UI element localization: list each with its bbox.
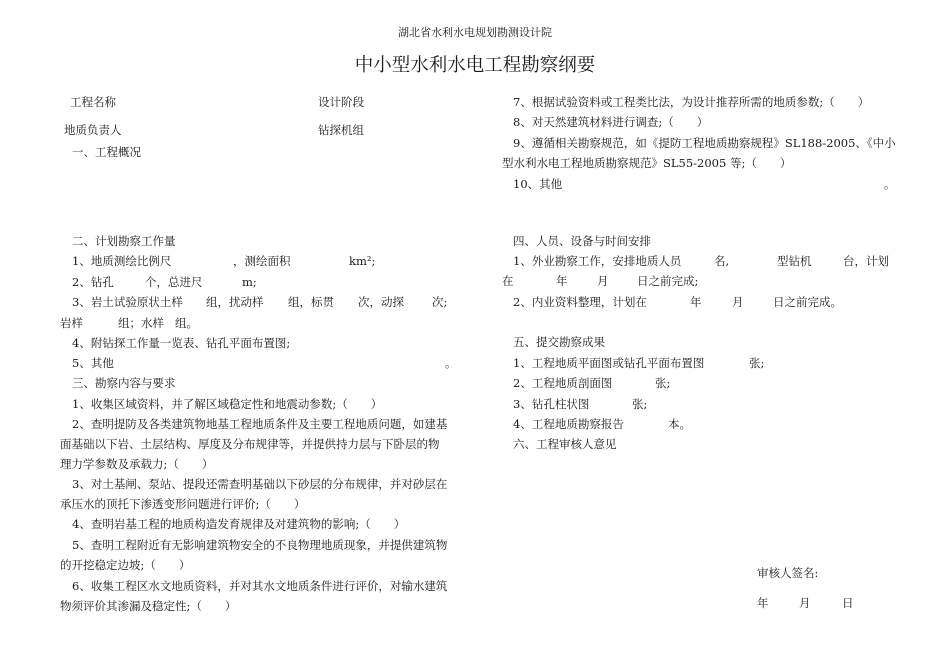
geo-lead-label: 地质负责人 bbox=[64, 123, 122, 137]
s2-line3-f: 岩样 bbox=[60, 316, 83, 330]
s3-item9-line2: 型水利水电工程地质勘察规范》SL55-2005 等;（ ） bbox=[502, 156, 792, 170]
project-name-label: 工程名称 bbox=[70, 95, 116, 109]
s3-item4: 4、查明岩基工程的地质构造发育规律及对建筑物的影响;（ ） bbox=[72, 517, 406, 531]
s4-line1-f: 年 bbox=[556, 274, 568, 288]
section-2-heading: 二、计划勘察工作量 bbox=[72, 234, 176, 248]
review-day-label: 日 bbox=[842, 596, 854, 610]
s5-line1-b: 张; bbox=[749, 356, 765, 370]
s3-item1: 1、收集区域资料，并了解区域稳定性和地震动参数;（ ） bbox=[72, 397, 383, 411]
reviewer-signature-label: 审核人签名: bbox=[757, 566, 819, 580]
s4-line1-a: 1、外业勘察工作，安排地质人员 bbox=[513, 254, 682, 268]
section-1-heading: 一、工程概况 bbox=[72, 145, 141, 159]
s2-line4: 4、附钻探工作量一览表、钻孔平面布置图; bbox=[72, 336, 291, 350]
s3-item3-line1: 3、对土基闸、泵站、提段还需查明基础以下砂层的分布规律，并对砂层在 bbox=[72, 477, 448, 491]
s5-line4-b: 本。 bbox=[668, 417, 691, 431]
s3-item7: 7、根据试验资料或工程类比法，为设计推荐所需的地质参数;（ ） bbox=[513, 95, 870, 109]
s2-line3-g: 组；水样 bbox=[118, 316, 164, 330]
s4-line1-h: 日之前完成; bbox=[637, 274, 699, 288]
s2-line5: 5、其他 bbox=[72, 356, 114, 370]
document-header: 湖北省水利水电规划勘测设计院 bbox=[398, 26, 552, 39]
s3-item2-line2: 面基础以下岩、土层结构、厚度及分布规律等，并提供持力层与下卧层的物 bbox=[60, 437, 440, 451]
s5-line3-b: 张; bbox=[632, 397, 648, 411]
drill-group-label: 钻探机组 bbox=[318, 123, 364, 137]
s2-line1-b: ，测绘面积 bbox=[233, 254, 291, 268]
s4-line2-c: 月 bbox=[732, 295, 744, 309]
section-4-heading: 四、人员、设备与时间安排 bbox=[513, 234, 651, 248]
section-3-heading: 三、勘察内容与要求 bbox=[72, 376, 176, 390]
s3-item10: 10、其他 bbox=[513, 177, 563, 191]
s3-item10-end: 。 bbox=[884, 177, 896, 191]
s3-item2-line1: 2、查明提防及各类建筑物地基工程地质条件及主要工程地质问题，如建基 bbox=[72, 417, 448, 431]
s5-line4-a: 4、工程地质勘察报告 bbox=[513, 417, 624, 431]
s4-line1-c: 型钻机 bbox=[777, 254, 812, 268]
s3-item2-line3: 理力学参数及承载力;（ ） bbox=[60, 457, 214, 471]
section-6-heading: 六、工程审核人意见 bbox=[513, 437, 617, 451]
s2-line3-b: 组，扰动样 bbox=[206, 295, 264, 309]
s4-line2-d: 日之前完成。 bbox=[773, 295, 842, 309]
s2-line3-e: 次; bbox=[432, 295, 448, 309]
document-title: 中小型水利水电工程勘察纲要 bbox=[354, 55, 596, 76]
review-year-label: 年 bbox=[757, 596, 769, 610]
s4-line2-b: 年 bbox=[690, 295, 702, 309]
s5-line3-a: 3、钻孔柱状图 bbox=[513, 397, 590, 411]
review-month-label: 月 bbox=[799, 596, 811, 610]
s4-line1-e: 在 bbox=[502, 274, 514, 288]
s2-line5-end: 。 bbox=[445, 356, 457, 370]
s3-item8: 8、对天然建筑材料进行调查;（ ） bbox=[513, 115, 709, 129]
s2-line1-a: 1、地质测绘比例尺 bbox=[72, 254, 172, 268]
s4-line1-d: 台，计划 bbox=[843, 254, 889, 268]
s5-line1-a: 1、工程地质平面图或钻孔平面布置图 bbox=[513, 356, 705, 370]
s2-line1-c: km²; bbox=[349, 254, 376, 268]
s3-item5-line2: 的开挖稳定边坡;（ ） bbox=[60, 558, 191, 572]
design-stage-label: 设计阶段 bbox=[318, 95, 364, 109]
s4-line1-g: 月 bbox=[597, 274, 609, 288]
s3-item6-line2: 物须评价其渗漏及稳定性;（ ） bbox=[60, 599, 237, 613]
s3-item6-line1: 6、收集工程区水文地质资料，并对其水文地质条件进行评价，对输水建筑 bbox=[72, 579, 448, 593]
s2-line3-h: 组。 bbox=[175, 316, 198, 330]
s4-line1-b: 名, bbox=[714, 254, 730, 268]
s2-line3-a: 3、岩土试验原状土样 bbox=[72, 295, 183, 309]
s5-line2-b: 张; bbox=[655, 376, 671, 390]
s3-item9-line1: 9、遵循相关勘察规范，如《提防工程地质勘察规程》SL188-2005、《中小 bbox=[513, 136, 896, 150]
s2-line3-c: 组，标贯 bbox=[288, 295, 334, 309]
s2-line2-a: 2、钻孔 bbox=[72, 275, 114, 289]
s3-item3-line2: 承压水的顶托下渗透变形问题进行评价;（ ） bbox=[60, 497, 306, 511]
s4-line2-a: 2、内业资料整理，计划在 bbox=[513, 295, 647, 309]
section-5-heading: 五、提交勘察成果 bbox=[513, 335, 605, 349]
s3-item5-line1: 5、查明工程附近有无影响建筑物安全的不良物理地质现象，并提供建筑物 bbox=[72, 538, 448, 552]
s2-line2-b: 个，总进尺 bbox=[145, 275, 203, 289]
s2-line2-c: m; bbox=[242, 275, 257, 289]
s5-line2-a: 2、工程地质剖面图 bbox=[513, 376, 613, 390]
s2-line3-d: 次，动探 bbox=[358, 295, 404, 309]
